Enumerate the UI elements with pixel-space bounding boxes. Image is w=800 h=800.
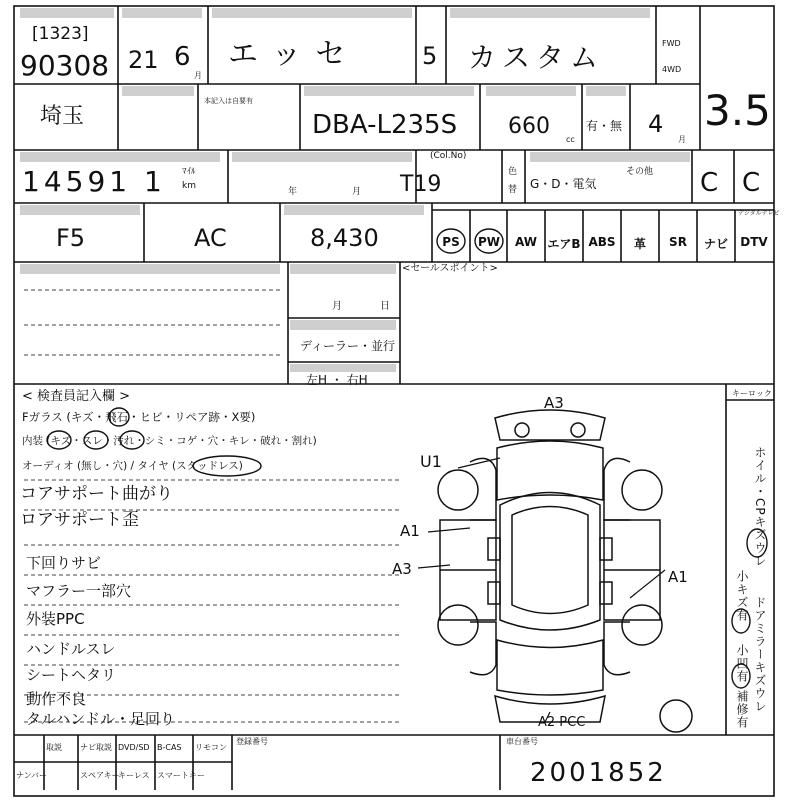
option-4: ABS <box>588 235 616 249</box>
drive-fwd: FWD <box>662 39 681 48</box>
option-5: 革 <box>633 237 646 251</box>
right-note-repair: 補修有 <box>735 690 749 729</box>
car-name: エッセ <box>228 37 360 72</box>
interior-line: 内装 (キズ・スレ・汚れ・シミ・コゲ・穴・キレ・破れ・割れ) <box>22 435 317 447</box>
option-2: AW <box>515 235 537 249</box>
chassis-label: 車台番号 <box>506 737 538 746</box>
recycle-fee: 8,430 <box>310 224 379 252</box>
inspector-note: ハンドルスレ <box>26 640 116 658</box>
displacement-unit: cc <box>566 135 575 144</box>
color-label-top: 色 <box>508 167 518 177</box>
mileage: 14591 1 <box>22 165 166 198</box>
lot-bracket: [1323] <box>32 24 89 44</box>
damage-mark-a1-right: A1 <box>668 568 688 586</box>
displacement: 660 <box>508 114 550 139</box>
color-no-caption: (Col.No) <box>430 151 467 161</box>
mileage-unit-bottom: km <box>182 181 196 191</box>
footer-item-bottom: ナンバー <box>16 771 48 780</box>
footer-item-top: B-CAS <box>157 743 182 752</box>
option-1: PW <box>477 235 501 249</box>
inspector-note: 外装PPC <box>26 610 85 628</box>
inspection-label: 有・無 <box>586 119 623 133</box>
row2-month-label: 月 <box>352 187 362 197</box>
inspector-note: シートヘタリ <box>26 666 117 684</box>
option-6: SR <box>669 235 687 249</box>
damage-mark-a3-left: A3 <box>392 560 412 578</box>
option-0: PS <box>442 235 460 249</box>
footer-item-top: 取説 <box>46 743 62 752</box>
inspector-note: マフラー一部穴 <box>26 582 132 600</box>
key-lock-label: キーロック <box>732 389 772 398</box>
inspector-note: タルハンドル・足回り <box>26 710 175 728</box>
footer-item-top: リモコン <box>195 743 227 752</box>
grade-name: カスタム <box>468 41 605 74</box>
dealer-parallel: ディーラー・並行 <box>300 339 396 353</box>
grade-number: 5 <box>422 42 438 70</box>
aircon: AC <box>194 224 227 252</box>
other-label: その他 <box>626 167 654 177</box>
inspection-unit: 月 <box>678 135 686 144</box>
right-note-small-scratch: 小キズ有 <box>735 570 749 622</box>
car-diagram <box>438 410 692 732</box>
year-era: 21 <box>128 46 159 74</box>
option-8: DTV <box>740 235 768 249</box>
footer-item-top: ナビ取説 <box>80 743 112 752</box>
chassis-number: 2001852 <box>530 758 667 788</box>
mileage-unit-top: ﾏｲﾙ <box>182 167 196 177</box>
auction-score: 3.5 <box>704 86 771 135</box>
inspector-note: ロアサポート歪 <box>20 510 139 530</box>
registration-number-label: 登録番号 <box>236 737 268 746</box>
option-7: ナビ <box>703 237 728 251</box>
damage-mark-a2-rear: A2 PCC <box>538 715 586 730</box>
inspection-months: 4 <box>648 110 664 138</box>
exterior-grade: C <box>700 168 719 198</box>
sales-point-label: <セールスポイント> <box>402 263 498 274</box>
damage-mark-a1-left: A1 <box>400 522 420 540</box>
registration-note: 本記入は自要有 <box>204 97 253 105</box>
right-note-wheel: ホイル・CPキズウレ <box>753 446 767 568</box>
dealer-month: 月 <box>332 301 342 312</box>
dtv-caption: デジタルテレビ <box>738 210 780 217</box>
month-unit: 月 <box>194 71 202 80</box>
color-code: T19 <box>400 172 442 197</box>
interior-grade: C <box>742 168 761 198</box>
option-3: エアB <box>547 237 581 251</box>
right-note-small-dent: 小凹有 <box>735 644 749 683</box>
right-note-mirror: ドアミラーキズウレ <box>753 596 767 713</box>
month-value: 6 <box>174 42 191 72</box>
inspector-note: コアサポート曲がり <box>20 484 173 504</box>
steering-side: 左H ・ 右H <box>306 373 368 387</box>
transmission: F5 <box>56 224 86 252</box>
fuel-options: G・D・電気 <box>530 177 597 191</box>
audio-tire-line: オーディオ (無し・穴) / タイヤ (スタッドレス) <box>22 460 243 472</box>
footer-item-top: DVD/SD <box>118 743 150 752</box>
drive-4wd: 4WD <box>662 65 682 74</box>
region: 埼玉 <box>40 104 85 129</box>
damage-mark-u1: U1 <box>420 452 442 471</box>
footer-item-bottom: スペアキー <box>80 771 120 780</box>
footer-item-bottom: スマートキー <box>157 771 205 780</box>
inspector-note: 下回りサビ <box>26 554 102 572</box>
dealer-day: 日 <box>380 301 390 312</box>
inspector-note: 動作不良 <box>26 690 87 708</box>
footer-item-bottom: キーレス <box>118 771 150 780</box>
damage-mark-a3-front: A3 <box>544 394 564 412</box>
color-label-bottom: 替 <box>508 185 518 195</box>
glass-line: Fガラス (キズ・飛石・ヒビ・リペア跡・X要) <box>22 410 256 424</box>
inspector-heading: < 検査員記入欄 > <box>22 389 131 404</box>
model-code: DBA-L235S <box>312 110 458 140</box>
row2-year-label: 年 <box>288 187 298 197</box>
lot-number: 90308 <box>20 49 110 82</box>
